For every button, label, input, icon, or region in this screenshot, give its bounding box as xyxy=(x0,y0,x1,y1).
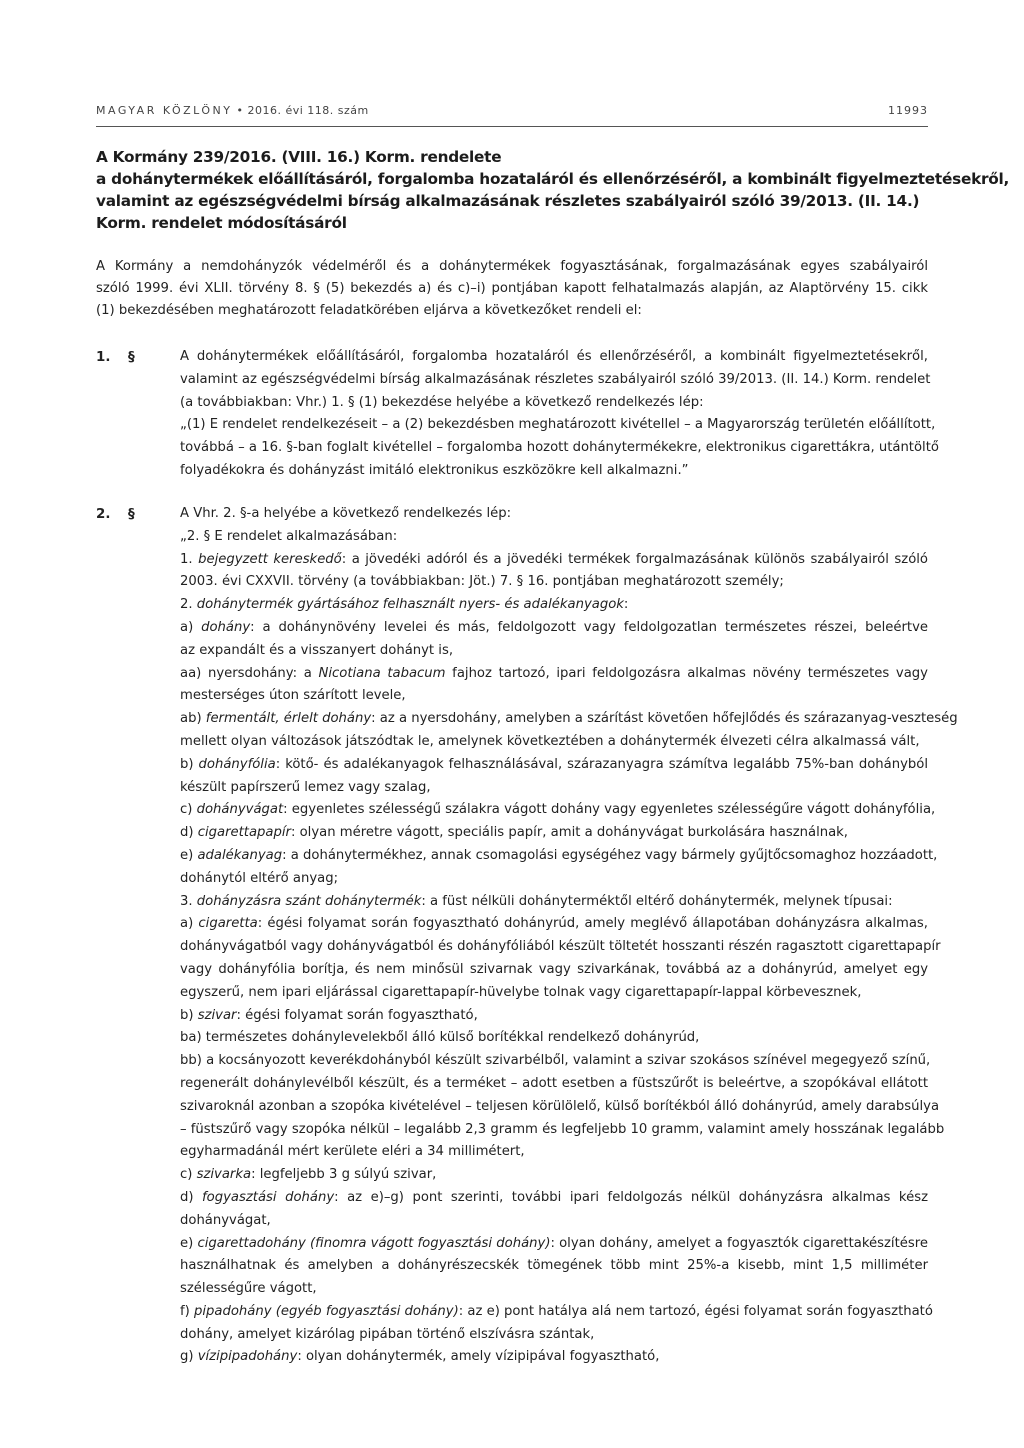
section-line: b) szivar: égési folyamat során fogyasztható, xyxy=(180,1007,478,1023)
section-line: A dohánytermékek előállításáról, forgalomba hozataláról és ellenőrzéséről, a kombinált figyelmeztetésekről, xyxy=(180,349,928,364)
section-line: szélességűre vágott, xyxy=(180,1281,317,1297)
section-line: – füstszűrő vagy szopóka nélkül – legalább 2,3 gramm és legfeljebb 10 gramm, valamint amely hosszának legalább xyxy=(180,1121,945,1137)
section-line: valamint az egészségvédelmi bírság alkalmazásának részletes szabályairól szóló 39/2013. (II. 14.) Korm. rendelet xyxy=(180,371,931,387)
section-line: dohány, amelyet kizárólag pipában történő elszívásra szántak, xyxy=(180,1326,595,1342)
issue-label: 2016. évi 118. szám xyxy=(247,104,369,117)
title-line: a dohánytermékek előállításáról, forgalomba hozataláról és ellenőrzéséről, a kombinált figyelmeztetésekről, xyxy=(96,170,1010,188)
section-line: regenerált dohánylevélből készült, és a terméket – adott esetben a füstszűrőt is beleértve, a szopókával ellátott xyxy=(180,1075,928,1091)
page-number: 11993 xyxy=(888,104,928,117)
header-rule xyxy=(96,126,928,127)
section-line: f) pipadohány (egyéb fogyasztási dohány): az e) pont hatálya alá nem tartozó, égési folyamat során fogyasztható xyxy=(180,1303,933,1319)
section-line: g) vízipipadohány: olyan dohánytermék, amely vízipipával fogyasztható, xyxy=(180,1349,660,1365)
section-line: mesterséges úton szárított levele, xyxy=(180,688,406,704)
section-line: folyadékokra és dohányzást imitáló elektronikus eszközökre kell alkalmazni.” xyxy=(180,462,689,478)
section-line: egyharmadánál mért kerülete eléri a 34 millimétert, xyxy=(180,1144,525,1160)
section-line: d) cigarettapapír: olyan méretre vágott, speciális papír, amit a dohányvágat burkolására használnak, xyxy=(180,825,849,841)
section-line: a) dohány: a dohánynövény levelei és más, feldolgozott vagy feldolgozatlan természetes részei, beleértve xyxy=(180,619,928,635)
section-line: továbbá – a 16. §-ban foglalt kivétellel – forgalomba hozott dohánytermékekre, elektronikus cigarettákra, utántöltő xyxy=(180,440,939,456)
section-line: 2. dohánytermék gyártásához felhasznált nyers- és adalékanyagok: xyxy=(180,597,629,613)
section-line: b) dohányfólia: kötő- és adalékanyagok felhasználásával, szárazanyagra számítva legalább 75%-ban dohányból xyxy=(180,756,928,772)
section-line: egyszerű, nem ipari eljárással cigarettapapír-hüvelybe tolnak vagy cigarettapapír-lappal körbevesznek, xyxy=(180,984,862,1000)
publication-name: MAGYAR KÖZLÖNY xyxy=(96,104,233,117)
section-line: aa) nyersdohány: a Nicotiana tabacum fajhoz tartozó, ipari feldolgozásra alkalmas növény természetes vagy xyxy=(180,665,928,681)
section-line: mellett olyan változások játszódtak le, amelynek következtében a dohánytermék élvezeti célra alkalmassá vált, xyxy=(180,733,920,749)
section-mark: § xyxy=(128,350,135,365)
section-line: c) dohányvágat: egyenletes szélességű szálakra vágott dohány vagy egyenletes szélességűre vágott dohányfólia, xyxy=(180,802,936,818)
section-line: „(1) E rendelet rendelkezéseit – a (2) bekezdésben meghatározott kivétellel – a Magyarország területén előállított, xyxy=(180,417,936,433)
section-line: 3. dohányzásra szánt dohánytermék: a füst nélküli dohányterméktől eltérő dohánytermék, melynek típusai: xyxy=(180,893,893,909)
section-line: az expandált és a visszanyert dohányt is, xyxy=(180,642,454,658)
header-left xyxy=(96,104,369,117)
title-line: valamint az egészségvédelmi bírság alkalmazásának részletes szabályairól szóló 39/2013. (II. 14.) xyxy=(96,192,920,210)
section-line: ba) természetes dohánylevelekből álló külső borítékkal rendelkező dohányrúd, xyxy=(180,1030,700,1046)
running-header xyxy=(96,104,928,122)
section-number: 1. xyxy=(96,350,111,365)
section-line: e) adalékanyag: a dohánytermékhez, annak csomagolási egységéhez vagy bármely gyűjtőcsomaghoz hozzáadott, xyxy=(180,847,938,863)
header-separator: • xyxy=(236,104,244,117)
section-line: dohánytól eltérő anyag; xyxy=(180,870,339,886)
title-line: Korm. rendelet módosításáról xyxy=(96,214,347,232)
section-line: dohányvágat, xyxy=(180,1212,271,1228)
section-mark: § xyxy=(128,507,135,522)
section-number: 2. xyxy=(96,507,111,522)
section-line: dohányvágatból vagy dohányvágatból és dohányfóliából készült töltetét hosszanti részén ragasztott cigarettapapír xyxy=(180,939,941,955)
section-line: bb) a kocsányozott keverékdohányból készült szivarbélből, valamint a szivar szokásos színével megegyező színű, xyxy=(180,1053,931,1069)
title-line: A Kormány 239/2016. (VIII. 16.) Korm. rendelete xyxy=(96,148,502,166)
section-line: A Vhr. 2. §-a helyébe a következő rendelkezés lép: xyxy=(180,506,512,521)
section-line: 1. bejegyzett kereskedő: a jövedéki adóról és a jövedéki termékek forgalmazásának különös szabályairól szóló xyxy=(180,551,928,567)
preamble-line: A Kormány a nemdohányzók védelméről és a dohánytermékek fogyasztásának, forgalmazásának egyes szabályairól xyxy=(96,259,928,274)
section-line: vagy dohányfólia borítja, és nem minősül szivarnak vagy szivarkának, továbbá az a dohányrúd, amelyet egy xyxy=(180,961,928,977)
section-line: (a továbbiakban: Vhr.) 1. § (1) bekezdése helyébe a következő rendelkezés lép: xyxy=(180,394,704,410)
section-line: c) szivarka: legfeljebb 3 g súlyú szivar, xyxy=(180,1167,437,1183)
section-line: a) cigaretta: égési folyamat során fogyasztható dohányrúd, amely meglévő állapotában dohányzásra alkalmas, xyxy=(180,916,928,932)
preamble-line: szóló 1999. évi XLII. törvény 8. § (5) bekezdés a) és c)–i) pontjában kapott felhatalmazás alapján, az Alaptörvény 15. cikk xyxy=(96,281,928,296)
section-line: d) fogyasztási dohány: az e)–g) pont szerinti, további ipari feldolgozás nélkül dohányzásra alkalmas kész xyxy=(180,1189,928,1205)
section-line: 2003. évi CXXVII. törvény (a továbbiakban: Jöt.) 7. § 16. pontjában meghatározott személy; xyxy=(180,574,784,590)
section-body xyxy=(180,346,939,483)
section-line: „2. § E rendelet alkalmazásában: xyxy=(180,528,398,544)
section-line: használhatnak és amelyben a dohányrészecskék tömegének több mint 25%-a kisebb, mint 1,5 milliméter xyxy=(180,1258,928,1274)
preamble xyxy=(96,256,928,322)
preamble-line: (1) bekezdésében meghatározott feladatkörében eljárva a következőket rendeli el: xyxy=(96,303,642,318)
section-line: szivaroknál azonban a szopóka kivételével – teljesen körülölelő, külső borítékból álló dohányrúd, amely darabsúlya xyxy=(180,1098,940,1114)
section-line: ab) fermentált, érlelt dohány: az a nyersdohány, amelyben a szárítást követően hőfejlődés és szárazanyag-veszteség xyxy=(180,711,958,727)
section-body xyxy=(180,503,958,1369)
document-title xyxy=(96,146,1010,234)
section-line: e) cigarettadohány (finomra vágott fogyasztási dohány): olyan dohány, amelyet a fogyasztók cigarettakészítésre xyxy=(180,1235,928,1251)
section-line: készült papírszerű lemez vagy szalag, xyxy=(180,779,431,795)
